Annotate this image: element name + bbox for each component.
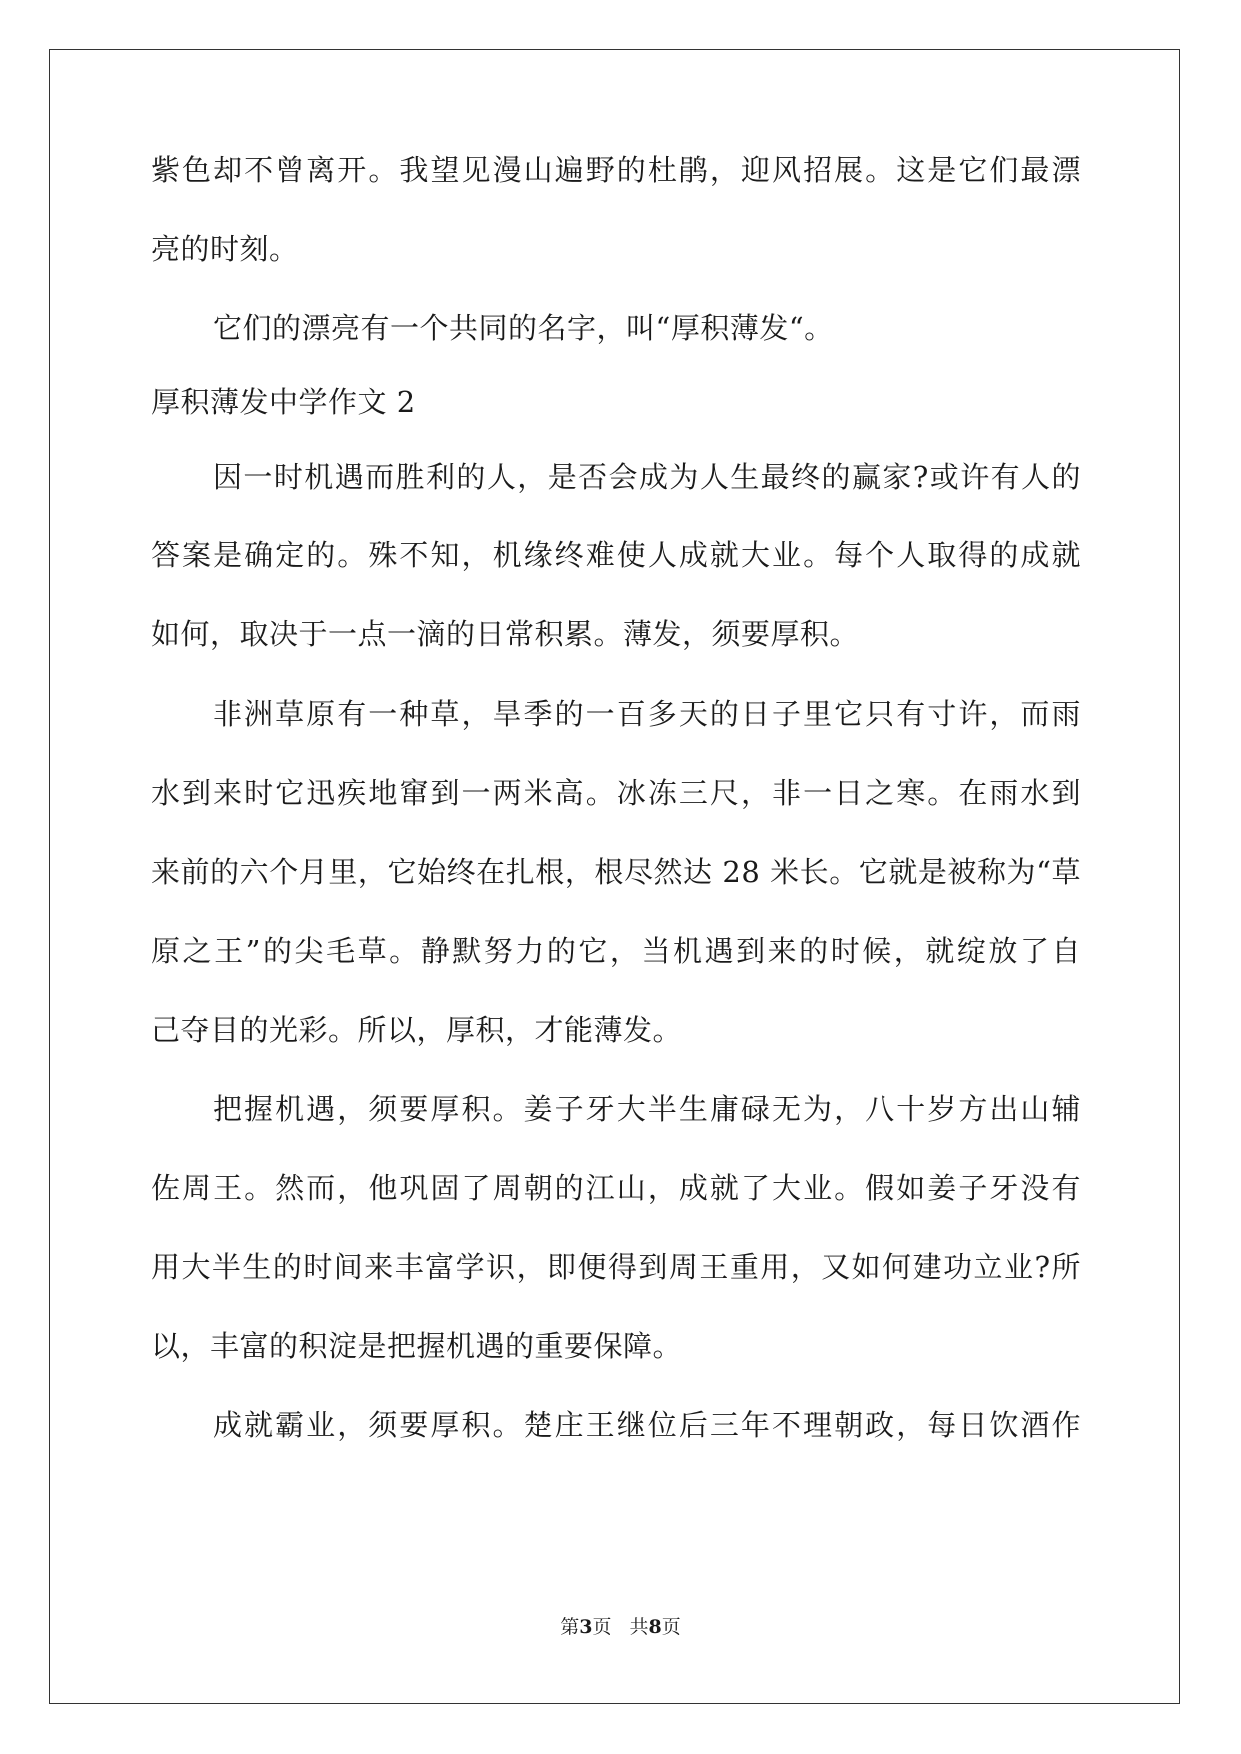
text-line: 非洲草原有一种草，旱季的一百多天的日子里它只有寸许，而雨	[213, 697, 1081, 731]
total-suffix: 页	[661, 1616, 681, 1638]
text-line: 水到来时它迅疾地窜到一两米高。冰冻三尺，非一日之寒。在雨水到	[151, 776, 1081, 810]
text-line: 己夺目的光彩。所以，厚积，才能薄发。	[151, 1013, 683, 1047]
text-line: 以，丰富的积淀是把握机遇的重要保障。	[151, 1329, 683, 1363]
text-line: 成就霸业，须要厚积。楚庄王继位后三年不理朝政，每日饮酒作	[213, 1408, 1081, 1442]
text-line: 来前的六个月里，它始终在扎根，根尽然达 28 米长。它就是被称为“草	[151, 855, 1081, 889]
total-page-count: 8	[648, 1616, 662, 1638]
page-prefix: 第	[560, 1616, 580, 1638]
page-suffix: 页	[592, 1616, 612, 1638]
page-footer	[0, 1614, 1241, 1640]
text-line: 答案是确定的。殊不知，机缘终难使人成就大业。每个人取得的成就	[151, 538, 1081, 572]
text-line: 紫色却不曾离开。我望见漫山遍野的杜鹃，迎风招展。这是它们最漂	[151, 153, 1081, 187]
text-line: 它们的漂亮有一个共同的名字，叫“厚积薄发“。	[213, 311, 834, 345]
section-heading: 厚积薄发中学作文 2	[151, 385, 416, 419]
text-line: 亮的时刻。	[151, 232, 299, 266]
text-line: 原之王”的尖毛草。静默努力的它，当机遇到来的时候，就绽放了自	[151, 934, 1081, 968]
text-line: 佐周王。然而，他巩固了周朝的江山，成就了大业。假如姜子牙没有	[151, 1171, 1081, 1205]
text-line: 用大半生的时间来丰富学识，即便得到周王重用，又如何建功立业?所	[151, 1250, 1081, 1284]
text-line: 把握机遇，须要厚积。姜子牙大半生庸碌无为，八十岁方出山辅	[213, 1092, 1081, 1126]
total-prefix: 共	[629, 1616, 649, 1638]
text-line: 因一时机遇而胜利的人，是否会成为人生最终的赢家?或许有人的	[213, 460, 1081, 494]
current-page-number: 3	[579, 1616, 593, 1638]
text-line: 如何，取决于一点一滴的日常积累。薄发，须要厚积。	[151, 617, 860, 651]
